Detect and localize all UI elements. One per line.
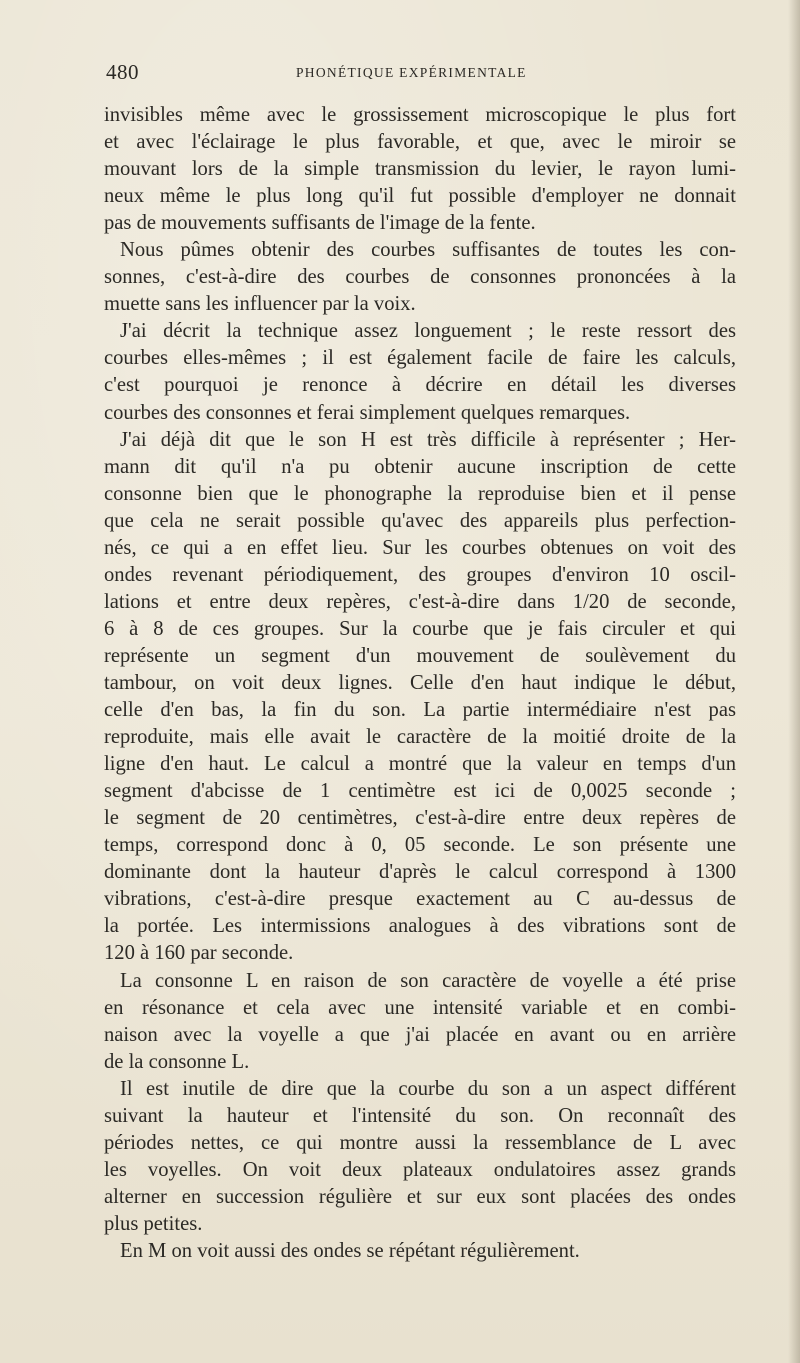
text-line: reproduite, mais elle avait le caractère de la moitié droite de la <box>104 726 736 749</box>
text-line: naison avec la voyelle a que j'ai placée en avant ou en arrière <box>104 1023 736 1046</box>
text-line: la portée. Les intermissions analogues à des vibrations sont de <box>104 915 736 938</box>
text-line: muette sans les influencer par la voix. <box>104 293 416 316</box>
text-line: Nous pûmes obtenir des courbes suffisantes de toutes les con- <box>120 239 736 262</box>
page-edge-shadow <box>788 0 800 1363</box>
text-line: ligne d'en haut. Le calcul a montré que la valeur en temps d'un <box>104 753 736 776</box>
text-line: vibrations, c'est-à-dire presque exactement au C au-dessus de <box>104 888 736 911</box>
text-line: Il est inutile de dire que la courbe du son a un aspect différent <box>120 1077 736 1100</box>
text-line: neux même le plus long qu'il fut possible d'employer ne donnait <box>104 185 736 208</box>
text-line: en résonance et cela avec une intensité variable et en combi- <box>104 996 736 1019</box>
text-line: mouvant lors de la simple transmission du levier, le rayon lumi- <box>104 158 736 181</box>
text-line: plus petites. <box>104 1212 203 1235</box>
text-line: mann dit qu'il n'a pu obtenir aucune inscription de cette <box>104 455 736 478</box>
text-line: dominante dont la hauteur d'après le calcul correspond à 1300 <box>104 861 736 884</box>
text-line: le segment de 20 centimètres, c'est-à-dire entre deux repères de <box>104 807 736 830</box>
text-line: pas de mouvements suffisants de l'image de la fente. <box>104 212 536 235</box>
text-line: invisibles même avec le grossissement microscopique le plus fort <box>104 104 736 126</box>
text-line: lations et entre deux repères, c'est-à-dire dans 1/20 de seconde, <box>104 590 736 613</box>
text-line: 6 à 8 de ces groupes. Sur la courbe que je fais circuler et qui <box>104 617 736 640</box>
text-line: tambour, on voit deux lignes. Celle d'en haut indique le début, <box>104 671 736 694</box>
text-line: celle d'en bas, la fin du son. La partie intermédiaire n'est pas <box>104 699 736 722</box>
text-line: les voyelles. On voit deux plateaux ondulatoires assez grands <box>104 1158 736 1181</box>
text-line: J'ai décrit la technique assez longuement ; le reste ressort des <box>120 320 736 343</box>
text-line: courbes elles-mêmes ; il est également facile de faire les calculs, <box>104 347 736 370</box>
text-line: segment d'abcisse de 1 centimètre est ici de 0,0025 seconde ; <box>104 780 736 803</box>
body-text <box>104 102 736 1265</box>
text-line: de la consonne L. <box>104 1050 250 1073</box>
text-line: La consonne L en raison de son caractère de voyelle a été prise <box>120 969 736 992</box>
text-line: suivant la hauteur et l'intensité du son. On reconnaît des <box>104 1104 736 1127</box>
running-head <box>106 60 736 88</box>
text-line: temps, correspond donc à 0, 05 seconde. Le son présente une <box>104 834 736 857</box>
text-line: représente un segment d'un mouvement de soulèvement du <box>104 644 736 667</box>
text-line: courbes des consonnes et ferai simplement quelques remarques. <box>104 401 631 424</box>
text-line: consonne bien que le phonographe la reproduise bien et il pense <box>104 482 736 505</box>
text-line: nés, ce qui a en effet lieu. Sur les courbes obtenues on voit des <box>104 536 736 559</box>
text-line: et avec l'éclairage le plus favorable, et que, avec le miroir se <box>104 131 736 154</box>
text-line: 120 à 160 par seconde. <box>104 942 294 965</box>
text-line: ondes revenant périodiquement, des groupes d'environ 10 oscil- <box>104 563 736 586</box>
text-line: périodes nettes, ce qui montre aussi la ressemblance de L avec <box>104 1131 736 1154</box>
text-line: sonnes, c'est-à-dire des courbes de consonnes prononcées à la <box>104 266 736 289</box>
text-line: que cela ne serait possible qu'avec des appareils plus perfection- <box>104 509 736 532</box>
text-line: En M on voit aussi des ondes se répétant régulièrement. <box>120 1239 580 1262</box>
text-line: alterner en succession régulière et sur eux sont placées des ondes <box>104 1185 736 1208</box>
running-title: PHONÉTIQUE EXPÉRIMENTALE <box>296 65 527 80</box>
page-number: 480 <box>106 60 139 84</box>
text-line: c'est pourquoi je renonce à décrire en détail les diverses <box>104 374 736 397</box>
text-line: J'ai déjà dit que le son H est très difficile à représenter ; Her- <box>120 428 736 451</box>
